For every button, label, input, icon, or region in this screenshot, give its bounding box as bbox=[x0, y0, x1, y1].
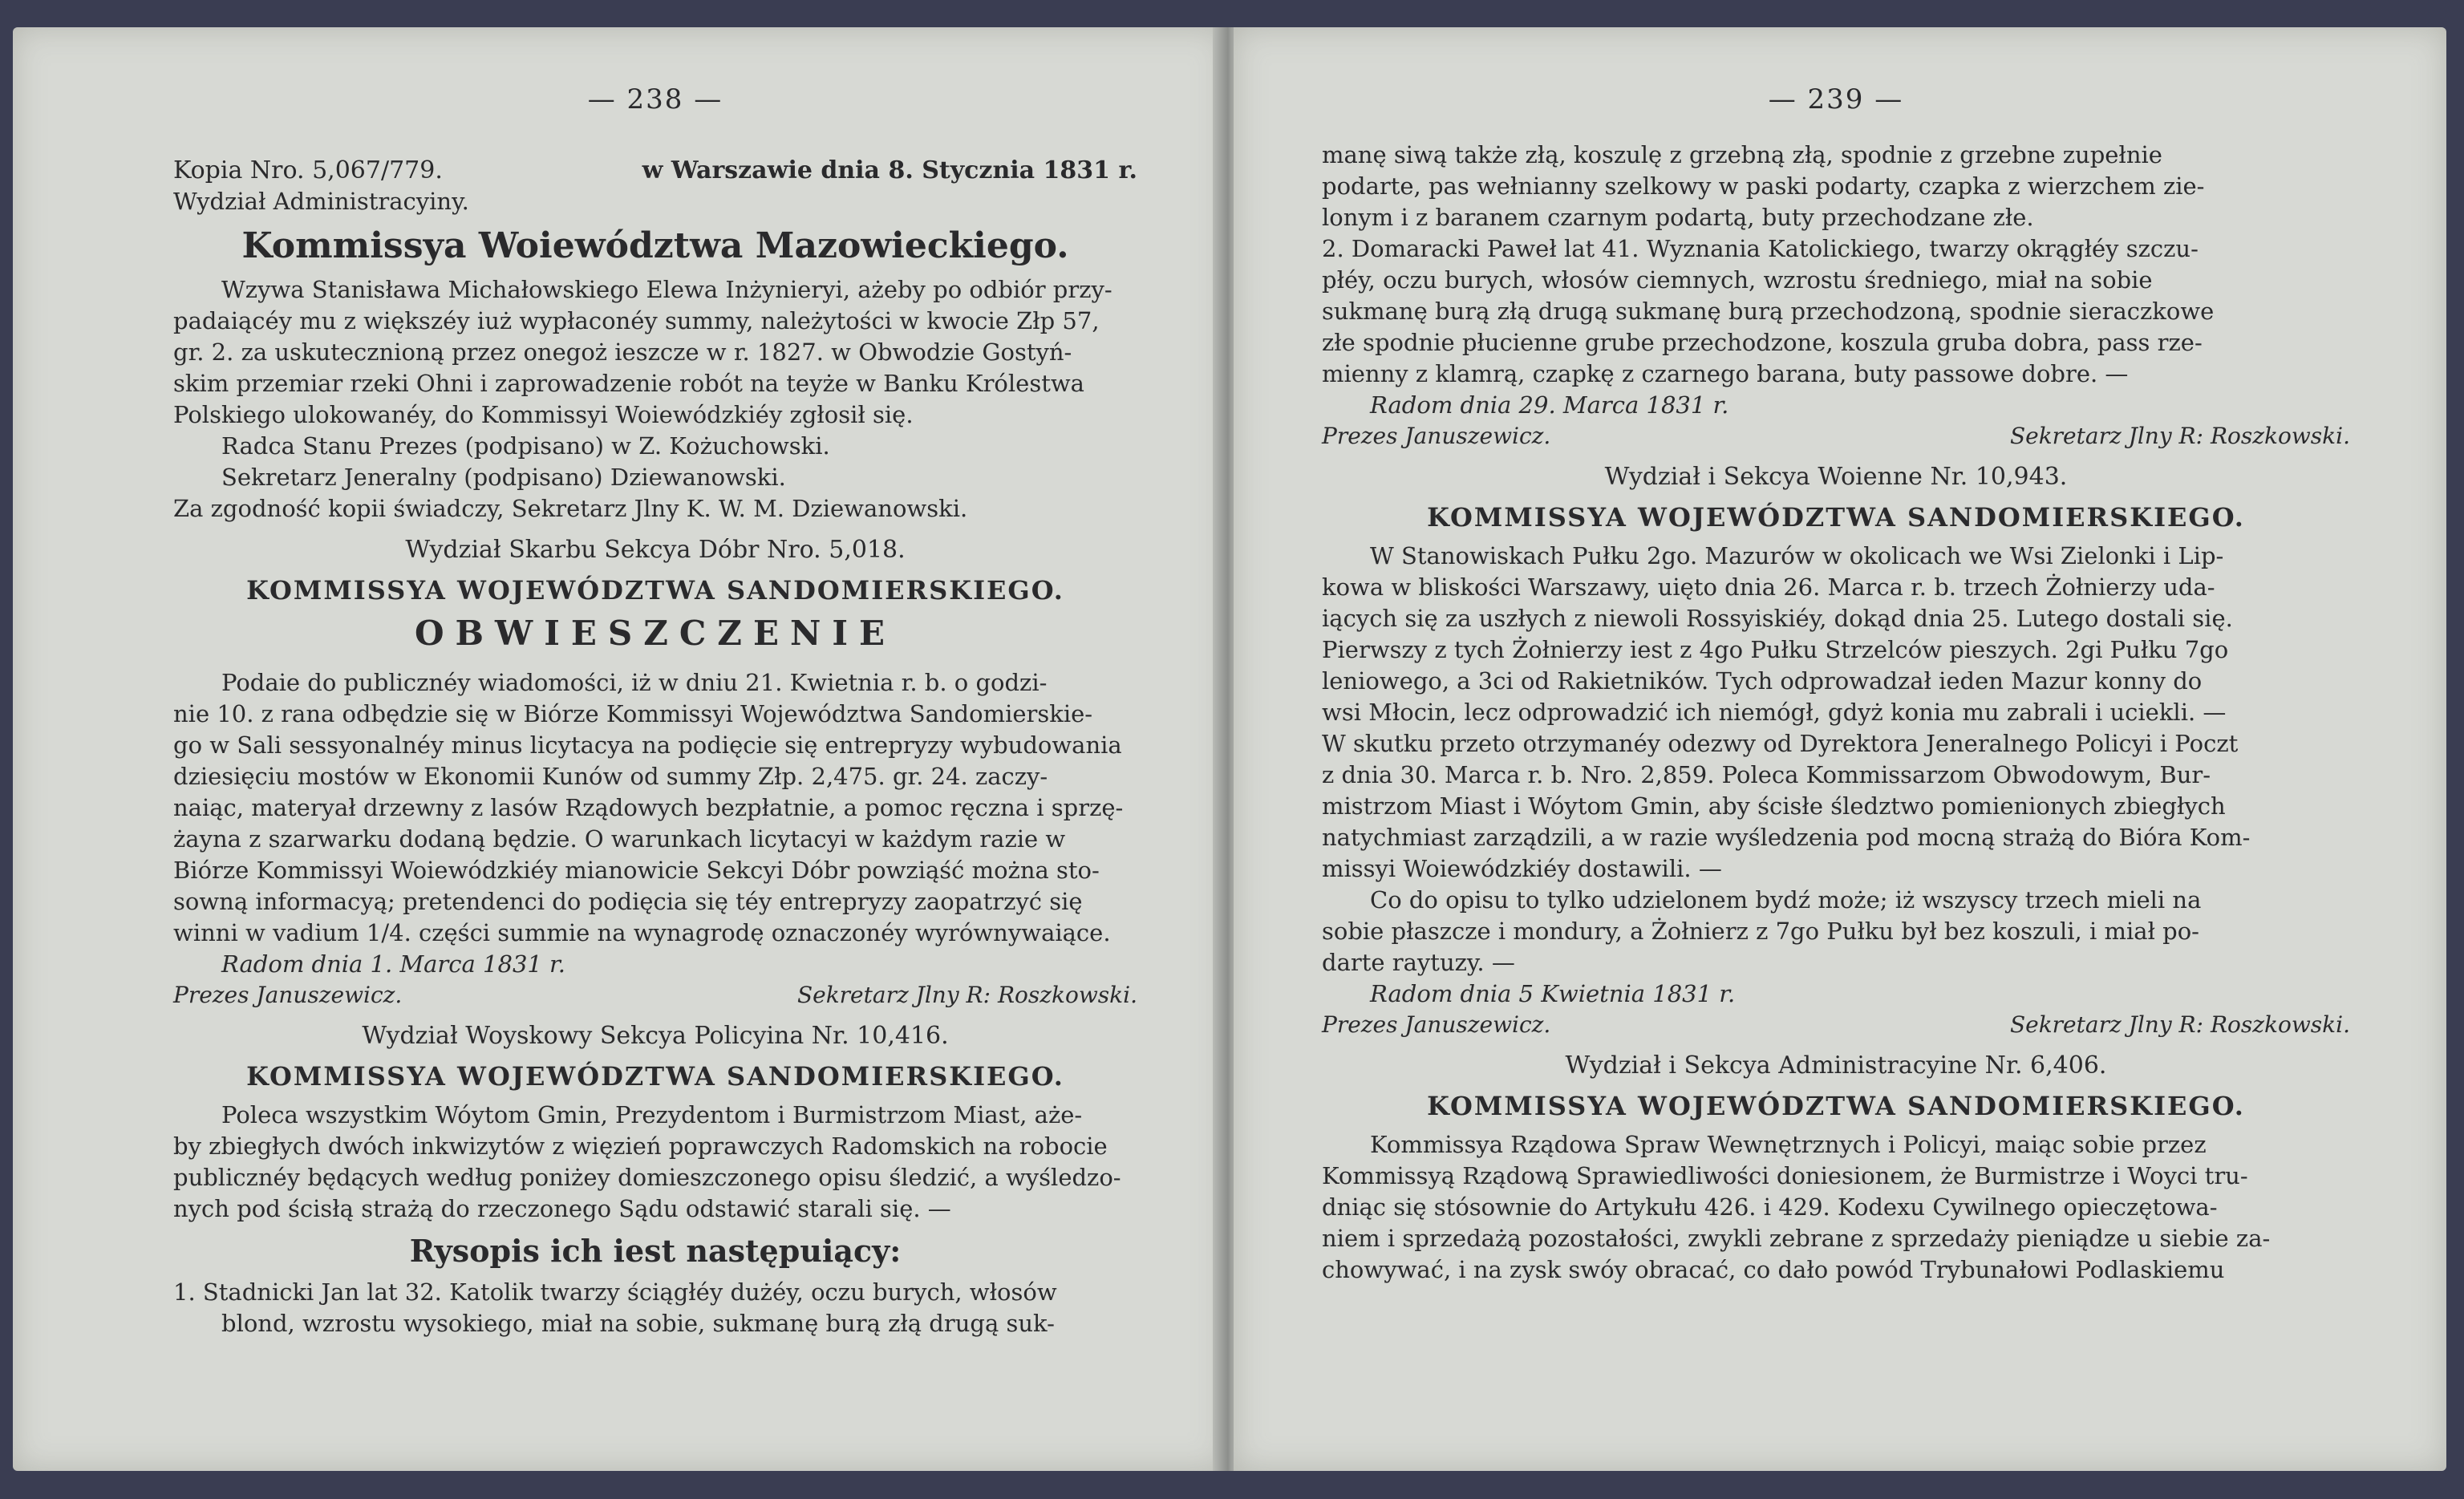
notice-body bbox=[173, 274, 1137, 431]
prezes-signature: Prezes Januszewicz. bbox=[173, 982, 403, 1008]
section-title: Kommissya Woiewództwa Mazowieckiego. bbox=[241, 225, 1069, 266]
body-line: mistrzom Miast i Wóytom Gmin, aby ścisłe śledztwo pomienionych zbiegłych bbox=[1322, 792, 2226, 820]
body-line: gr. 2. za uskutecznioną przez onegoż ieszcze w r. 1827. w Obwodzie Gostyń- bbox=[173, 338, 1072, 366]
section-subheading: Wydział Woyskowy Sekcya Policyina Nr. 10,416. bbox=[362, 1022, 949, 1050]
place-date: Radom dnia 1. Marca 1831 r. bbox=[221, 950, 565, 978]
section-subheading: Wydział i Sekcya Administracyine Nr. 6,406. bbox=[1565, 1051, 2107, 1080]
prezes-signature: Prezes Januszewicz. bbox=[1322, 423, 1551, 449]
body-line: W Stanowiskach Pułku 2go. Mazurów w okolicach we Wsi Zielonki i Lip- bbox=[1370, 542, 2224, 569]
body-line: Pierwszy z tych Żołnierzy iest z 4go Pułku Strzelców pieszych. 2gi Pułku 7go bbox=[1322, 636, 2229, 663]
body-line: sowną informacyą; pretendenci do podięcia się téy entrepryzy zaopatrzyć się bbox=[173, 888, 1083, 915]
left-page bbox=[13, 27, 1226, 1471]
body-line: kowa w bliskości Warszawy, uięto dnia 26. Marca r. b. trzech Żołnierzy uda- bbox=[1322, 573, 2215, 601]
body-line: iących się za uszłych z niewoli Rossyiskiéy, dokąd dnia 25. Lutego dostali się. bbox=[1322, 605, 2233, 632]
body-line: płéy, oczu burych, włosów ciemnych, wzrostu średniego, miał na sobie bbox=[1322, 266, 2153, 294]
signature-line: Sekretarz Jeneralny (podpisano) Dziewanowski. bbox=[221, 464, 786, 491]
body-line: dniąc się stósownie do Artykułu 426. i 429. Kodexu Cywilnego opieczętowa- bbox=[1322, 1193, 2218, 1221]
right-column bbox=[1234, 27, 2446, 1286]
body-line: chowywać, i na zysk swóy obracać, co dało powód Trybunałowi Podlaskiemu bbox=[1322, 1256, 2225, 1283]
section-title: KOMMISSYA WOJEWÓDZTWA SANDOMIERSKIEGO. bbox=[246, 1061, 1064, 1092]
body-line: Podaie do publicznéy wiadomości, iż w dniu 21. Kwietnia r. b. o godzi- bbox=[221, 669, 1048, 696]
right-page bbox=[1234, 27, 2446, 1471]
body-line: sobie płaszcze i mondury, a Żołnierz z 7go Pułku był bez koszuli, i miał po- bbox=[1322, 918, 2199, 945]
place-date: Radom dnia 5 Kwietnia 1831 r. bbox=[1370, 980, 1736, 1007]
signature-row bbox=[1322, 1010, 2350, 1040]
notice-body bbox=[173, 667, 1137, 949]
notice-body bbox=[173, 1277, 1137, 1339]
body-line: leniowego, a 3ci od Rakietników. Tych odprowadzał ieden Mazur konny do bbox=[1322, 667, 2203, 695]
body-line: nie 10. z rana odbędzie się w Biórze Kommissyi Województwa Sandomierskie- bbox=[173, 700, 1093, 727]
notice-body bbox=[1322, 541, 2350, 978]
kopia-row bbox=[173, 156, 1137, 186]
body-line: nych pod ścisłą strażą do rzeczonego Sądu odstawić starali się. — bbox=[173, 1195, 951, 1222]
place-date: Radom dnia 29. Marca 1831 r. bbox=[1370, 391, 1729, 419]
sekretarz-signature: Sekretarz Jlny R: Roszkowski. bbox=[796, 982, 1137, 1008]
section-title: KOMMISSYA WOJEWÓDZTWA SANDOMIERSKIEGO. bbox=[1427, 1091, 2245, 1121]
notice-body bbox=[1322, 1129, 2350, 1286]
body-line: sukmanę burą złą drugą sukmanę burą przechodzoną, spodnie sieraczkowe bbox=[1322, 298, 2215, 325]
signature-block bbox=[173, 431, 1137, 525]
body-line: żayna z szarwarku dodaną będzie. O warunkach licytacyi w każdym razie w bbox=[173, 825, 1066, 853]
body-line: W skutku przeto otrzymanéy odezwy od Dyrektora Jeneralnego Policyi i Poczt bbox=[1322, 730, 2239, 757]
department-line: Wydział Administracyiny. bbox=[173, 188, 469, 215]
notice-body bbox=[173, 1100, 1137, 1225]
section-subheading: Wydział Skarbu Sekcya Dóbr Nro. 5,018. bbox=[405, 536, 906, 564]
body-line: manę siwą także złą, koszulę z grzebną złą, spodnie z grzebne zupełnie bbox=[1322, 141, 2162, 168]
body-line: 2. Domaracki Paweł lat 41. Wyznania Katolickiego, twarzy okrągłéy szczu- bbox=[1322, 235, 2199, 262]
body-line: by zbiegłych dwóch inkwizytów z więzień poprawczych Radomskich na robocie bbox=[173, 1132, 1108, 1160]
body-line: go w Sali sessyonalnéy minus licytacya na podięcie się entrepryzy wybudowania bbox=[173, 731, 1122, 759]
kopia-number: Kopia Nro. 5,067/779. bbox=[173, 156, 443, 184]
section-subheading: Wydział i Sekcya Woienne Nr. 10,943. bbox=[1604, 463, 2068, 491]
notice-body bbox=[1322, 140, 2350, 390]
body-line: dziesięciu mostów w Ekonomii Kunów od summy Złp. 2,475. gr. 24. zaczy- bbox=[173, 763, 1048, 790]
body-line: z dnia 30. Marca r. b. Nro. 2,859. Poleca Kommissarzom Obwodowym, Bur- bbox=[1322, 761, 2211, 788]
rysopis-heading: Rysopis ich iest następuiący: bbox=[409, 1233, 902, 1269]
sekretarz-signature: Sekretarz Jlny R: Roszkowski. bbox=[2009, 423, 2350, 449]
body-line: naiąc, materyał drzewny z lasów Rządowych bezpłatnie, a pomoc ręczna i sprzę- bbox=[173, 794, 1124, 821]
body-line: Wzywa Stanisława Michałowskiego Elewa Inżynieryi, ażeby po odbiór przy- bbox=[221, 276, 1112, 303]
left-column bbox=[13, 27, 1226, 1339]
body-line: skim przemiar rzeki Ohni i zaprowadzenie robót na teyże w Banku Królestwa bbox=[173, 370, 1084, 397]
body-line: Biórze Kommissyi Woiewódzkiéy mianowicie Sekcyi Dóbr powziąść można sto- bbox=[173, 857, 1100, 884]
sekretarz-signature: Sekretarz Jlny R: Roszkowski. bbox=[2009, 1011, 2350, 1038]
page-number: — 239 — bbox=[1768, 83, 1904, 115]
obwieszczenie-heading: OBWIESZCZENIE bbox=[414, 614, 897, 653]
body-line: Kommissya Rządowa Spraw Wewnętrznych i Policyi, maiąc sobie przez bbox=[1370, 1131, 2207, 1158]
page-number: — 238 — bbox=[587, 83, 723, 115]
body-line: podarte, pas wełnianny szelkowy w paski podarty, czapka z wierzchem zie- bbox=[1322, 172, 2205, 200]
body-line: blond, wzrostu wysokiego, miał na sobie, sukmanę burą złą drugą suk- bbox=[221, 1310, 1055, 1337]
signature-line: Radca Stanu Prezes (podpisano) w Z. Kożuchowski. bbox=[221, 432, 830, 460]
body-line: Poleca wszystkim Wóytom Gmin, Prezydentom i Burmistrzom Miast, aże- bbox=[221, 1101, 1083, 1128]
signature-row bbox=[1322, 421, 2350, 452]
body-line: złe spodnie płucienne grube przechodzone, koszula gruba dobra, pass rze- bbox=[1322, 329, 2203, 356]
signature-row bbox=[173, 980, 1137, 1011]
body-line: publicznéy będących według poniżey domieszczonego opisu śledzić, a wyśledzo- bbox=[173, 1164, 1121, 1191]
body-line: winni w vadium 1/4. części summie na wynagrodę oznaczonéy wyrównywaiące. bbox=[173, 919, 1111, 946]
section-title: KOMMISSYA WOJEWÓDZTWA SANDOMIERSKIEGO. bbox=[1427, 502, 2245, 533]
body-line: 1. Stadnicki Jan lat 32. Katolik twarzy ściągłéy dużéy, oczu burych, włosów bbox=[173, 1278, 1057, 1306]
body-line: niem i sprzedażą pozostałości, zwykli zebrane z sprzedaży pieniądze u siebie za- bbox=[1322, 1225, 2271, 1252]
body-line: mienny z klamrą, czapkę z czarnego barana, buty passowe dobre. — bbox=[1322, 360, 2129, 387]
body-line: missyi Woiewódzkiéy dostawili. — bbox=[1322, 855, 1722, 882]
body-line: Polskiego ulokowanéy, do Kommissyi Woiewódzkiéy zgłosił się. bbox=[173, 401, 914, 428]
body-line: lonym i z baranem czarnym podartą, buty przechodzane złe. bbox=[1322, 204, 2034, 231]
prezes-signature: Prezes Januszewicz. bbox=[1322, 1011, 1551, 1038]
body-line: padaiącéy mu z większéy iuż wypłaconéy summy, należytości w kwocie Złp 57, bbox=[173, 307, 1100, 334]
body-line: Kommissyą Rządową Sprawiedliwości doniesionem, że Burmistrze i Woyci tru- bbox=[1322, 1162, 2248, 1189]
dateline: w Warszawie dnia 8. Stycznia 1831 r. bbox=[642, 156, 1137, 184]
body-line: wsi Młocin, lecz odprowadzić ich niemógł, gdyż konia mu zabrali i uciekli. — bbox=[1322, 699, 2227, 726]
body-line: Co do opisu to tylko udzielonem bydź może; iż wszyscy trzech mieli na bbox=[1370, 886, 2202, 914]
signature-line: Za zgodność kopii świadczy, Sekretarz Jlny K. W. M. Dziewanowski. bbox=[173, 495, 968, 522]
body-line: darte raytuzy. — bbox=[1322, 949, 1515, 976]
body-line: natychmiast zarządzili, a w razie wyśledzenia pod mocną strażą do Bióra Kom- bbox=[1322, 824, 2251, 851]
section-title: KOMMISSYA WOJEWÓDZTWA SANDOMIERSKIEGO. bbox=[246, 575, 1064, 606]
